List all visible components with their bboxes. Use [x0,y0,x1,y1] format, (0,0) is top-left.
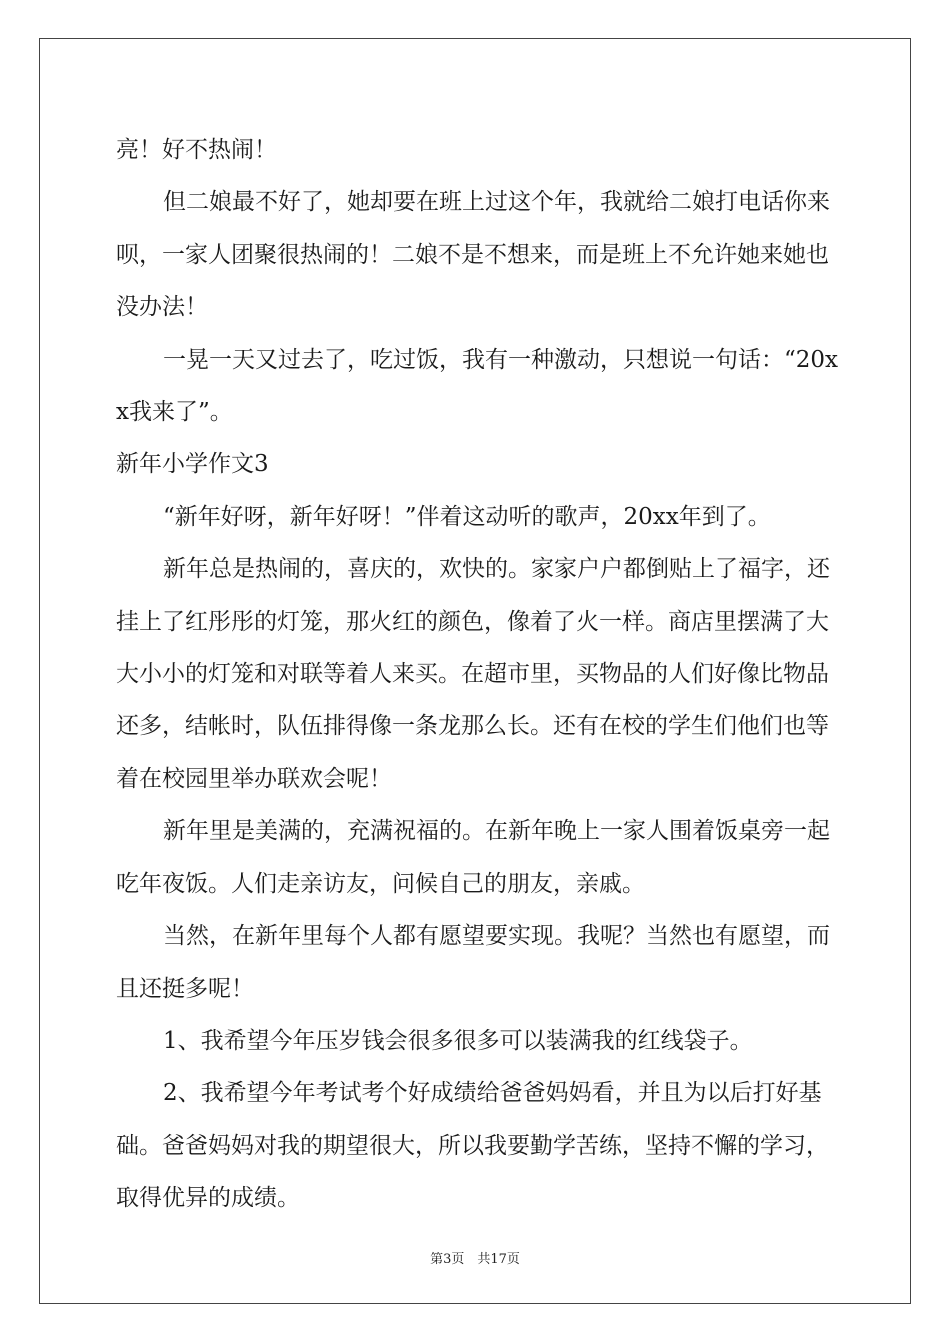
paragraph: 新年里是美满的，充满祝福的。在新年晚上一家人围着饭桌旁一起吃年夜饭。人们走亲访友，问候自己的朋友，亲戚。 [116,818,830,897]
list-item: 1、我希望今年压岁钱会很多很多可以装满我的红线袋子。 [163,1027,753,1054]
section-heading: 新年小学作文3 [116,451,269,478]
document-body [116,124,840,1225]
paragraph: 新年总是热闹的，喜庆的，欢快的。家家户户都倒贴上了福字，还挂上了红彤彤的灯笼，那火红的颜色，像着了火一样。商店里摆满了大大小小的灯笼和对联等着人来买。在超市里，买物品的人们好像比物品还多，结帐时，队伍排得像一条龙那么长。还有在校的学生们他们也等着在校园里举办联欢会呢！ [116,556,830,792]
paragraph: 一晃一天又过去了，吃过饭，我有一种激动，只想说一句话：“20xx我来了”。 [116,346,838,426]
page-number: 第3页 共17页 [430,1252,520,1267]
paragraph: 但二娘最不好了，她却要在班上过这个年，我就给二娘打电话你来呗，一家人团聚很热闹的！二娘不是不想来，而是班上不允许她来她也没办法！ [116,189,830,321]
list-item: 2、我希望今年考试考个好成绩给爸爸妈妈看，并且为以后打好基础。爸爸妈妈对我的期望很大，所以我要勤学苦练，坚持不懈的学习，取得优异的成绩。 [116,1080,829,1212]
paragraph: “新年好呀，新年好呀！”伴着这动听的歌声，20xx年到了。 [163,503,771,530]
paragraph: 当然，在新年里每个人都有愿望要实现。我呢？当然也有愿望，而且还挺多呢！ [116,923,830,1002]
paragraph: 亮！好不热闹！ [116,137,277,163]
